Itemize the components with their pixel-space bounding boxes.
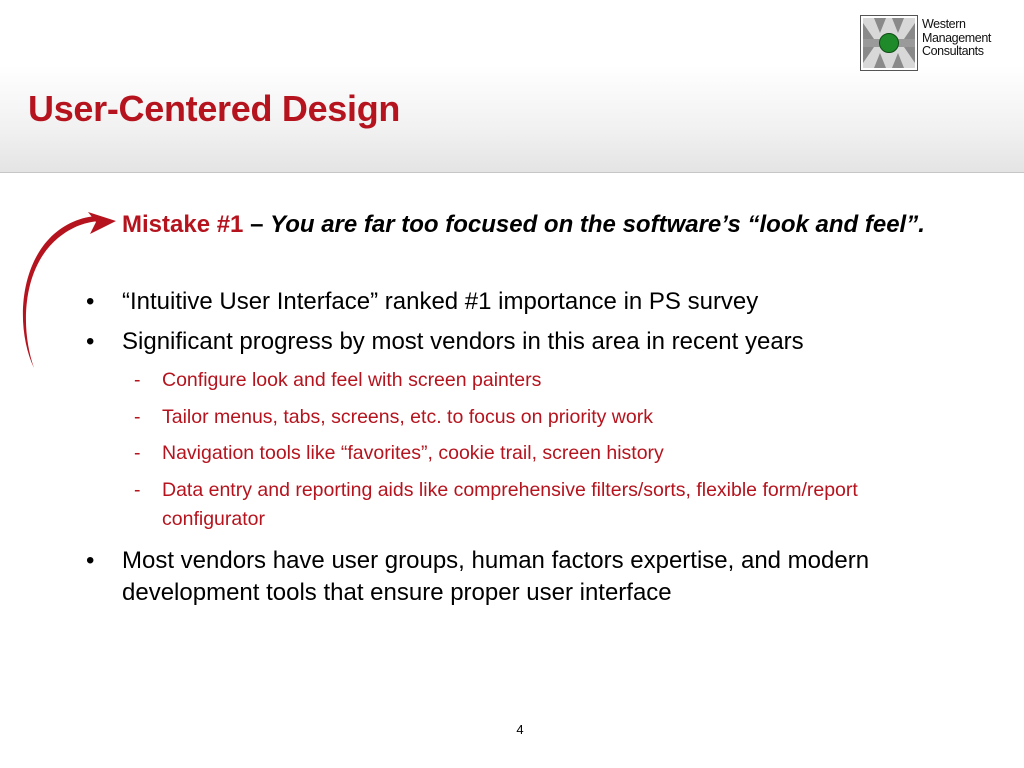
sub-bullet-text: Tailor menus, tabs, screens, etc. to focus on priority work	[162, 406, 653, 428]
sub-bullet-marker: -	[134, 406, 141, 428]
sub-bullet-item	[134, 366, 542, 395]
bullet-item	[86, 326, 804, 358]
sub-bullet-marker: -	[134, 479, 141, 501]
bullet-item	[86, 286, 759, 318]
bullet-text: “Intuitive User Interface” ranked #1 importance in PS survey	[122, 288, 759, 315]
sub-bullet-item	[134, 403, 653, 432]
logo-line-1: Western	[922, 17, 966, 31]
mistake-label: Mistake #1	[122, 211, 244, 238]
sub-bullet-item	[134, 476, 882, 534]
bullet-marker: •	[86, 328, 95, 355]
sub-bullet-text: Configure look and feel with screen painters	[162, 369, 542, 391]
logo-line-2: Management	[922, 30, 991, 45]
page-number: 4	[516, 722, 524, 737]
mistake-heading	[122, 209, 962, 241]
bullet-marker: •	[86, 547, 95, 574]
sub-bullet-marker: -	[134, 442, 141, 464]
mistake-text: You are far too focused on the software’s “look and feel”.	[270, 211, 925, 238]
sub-bullet-text: Data entry and reporting aids like comprehensive filters/sorts, flexible form/report configurator	[162, 479, 858, 530]
sub-bullet-text: Navigation tools like “favorites”, cookie trail, screen history	[162, 442, 664, 464]
bullet-marker: •	[86, 288, 95, 315]
sub-bullet-item	[134, 439, 664, 468]
bullet-text: Significant progress by most vendors in this area in recent years	[122, 328, 804, 355]
sub-bullet-marker: -	[134, 369, 141, 391]
bullet-item	[86, 545, 942, 609]
bullet-text: Most vendors have user groups, human factors expertise, and modern development tools that ensure proper user interface	[122, 547, 870, 606]
slide-title: User-Centered Design	[28, 88, 401, 129]
mistake-dash: –	[243, 211, 271, 238]
logo-line-3: Consultants	[922, 44, 984, 58]
